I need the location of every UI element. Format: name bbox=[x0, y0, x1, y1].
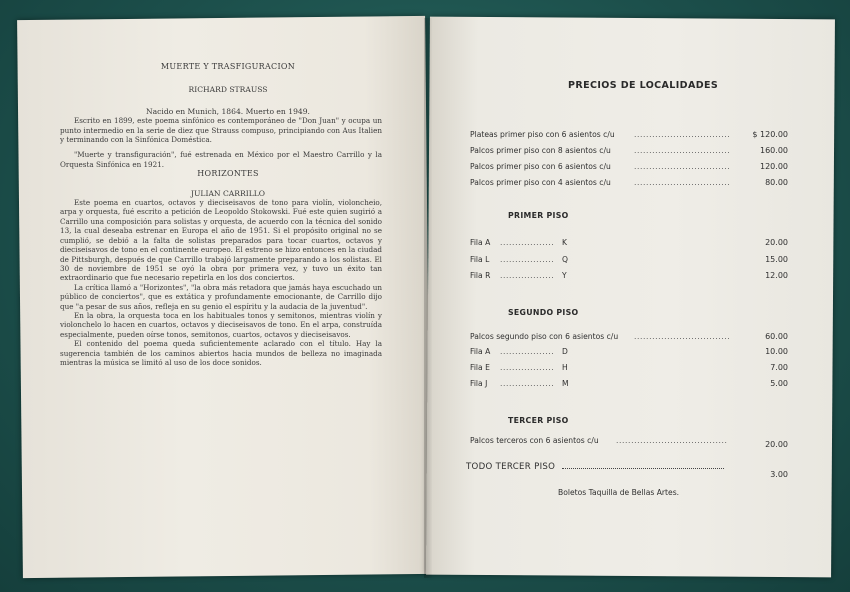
heading-primer-piso: PRIMER PISO bbox=[508, 211, 569, 220]
paragraph-carrillo-3: En la obra, la orquesta toca en los habituales tonos y semitonos, mientras violín y violonchelo lo hacen en cuartos, octavos y dieciseisavos de tono. En el arpa, construída especialmente, pueden oírse tonos, semitonos, cuartos, octavos y dieciseisavos. bbox=[60, 310, 382, 339]
ticket-office-note: Boletos Taquilla de Bellas Artes. bbox=[558, 488, 680, 497]
paragraph-carrillo-1: Este poema en cuartos, octavos y dieciseisavos de tono para violín, violoncheio, arpa y orquesta, fué escrito a petición de Leopoldo Stokowski. Fué este quien sugirió a Carrillo una composición para solistas y orquesta, de acuerdo con la técnica del sonido 13, la cual deseaba estrenar en Europa el año de 1951. Si el propósito original no se cumplió, se debió a la falta de solistas preparados para tocar cuartos, octavos y dieciseisavos de tono en el continente europeo. El estreno se hizo entonces en la ciudad de Pittsburgh, después de que Carrillo trabajó largamente preparando a los solistas. El 30 de noviembre de 1951 se oyó la obra por primera vez, y tuvo un éxito tan extraordinario que fue necesario repetirla en los dos conciertos. bbox=[60, 198, 382, 283]
price-row: Fila L .................. Q 15.00 bbox=[470, 255, 788, 264]
title-horizontes: HORIZONTES bbox=[197, 169, 259, 179]
paragraph-strauss-2: "Muerte y transfiguración", fué estrenada en México por el Maestro Carrillo y la Orquesta Sinfónica en 1921. bbox=[60, 150, 382, 169]
price-row: Palcos primer piso con 6 asientos c/u ................................ 120.00 bbox=[470, 162, 788, 171]
price-row: Palcos primer piso con 8 asientos c/u ................................ 160.00 bbox=[470, 146, 788, 155]
price-list-title: PRECIOS DE LOCALIDADES bbox=[568, 80, 719, 91]
price-row: Fila R .................. Y 12.00 bbox=[470, 271, 788, 280]
price-row: Fila A .................. D 10.00 bbox=[470, 347, 788, 356]
heading-segundo-piso: SEGUNDO PISO bbox=[508, 308, 579, 317]
booklet-spine bbox=[424, 18, 432, 578]
paragraph-carrillo-2: La crítica llamó a "Horizontes", "la obra más retadora que jamás haya escuchado un público de conciertos", que es extática y profundamente emocionante, de Carrillo dijo que "a pesar de sus años, refleja en su genio el espíritu y la audacia de la juventud". bbox=[60, 282, 382, 311]
paragraph-carrillo-4: El contenido del poema queda suficientemente aclarado con el título. Hay la sugerencia también de los caminos abiertos hacia mundos de belleza no imaginada mientras la música se limitó al uso de los doce sonidos. bbox=[60, 339, 382, 367]
price-row: Fila A .................. K 20.00 bbox=[470, 238, 788, 247]
strauss-dates: Nacido en Munich, 1864. Muerto en 1949. bbox=[146, 106, 310, 116]
title-muerte: MUERTE Y TRASFIGURACION bbox=[160, 62, 296, 71]
price-row: Palcos segundo piso con 6 asientos c/u ................................ 60.00 bbox=[470, 332, 788, 341]
price-row: Fila J .................. M 5.00 bbox=[470, 379, 788, 388]
price-row: Palcos terceros con 6 asientos c/u ..................................... 20.00 bbox=[470, 436, 788, 449]
left-page-text bbox=[60, 62, 382, 367]
price-row: Palcos primer piso con 4 asientos c/u ................................ 80.00 bbox=[470, 178, 788, 187]
composer-carrillo: JULIAN CARRILLO bbox=[190, 188, 266, 198]
price-row: Plateas primer piso con 6 asientos c/u ................................ $ 120.00 bbox=[470, 130, 788, 139]
price-row: Fila E .................. H 7.00 bbox=[470, 363, 788, 372]
paragraph-strauss-1: Escrito en 1899, este poema sinfónico es contemporáneo de "Don Juan" y ocupa un punto intermedio en la serie de diez que Strauss compuso, principiando con Aus Italien y terminando con la Sinfónica Doméstica. bbox=[60, 116, 382, 145]
heading-tercer-piso: TERCER PISO bbox=[508, 416, 569, 425]
composer-strauss: RICHARD STRAUSS bbox=[188, 85, 268, 95]
